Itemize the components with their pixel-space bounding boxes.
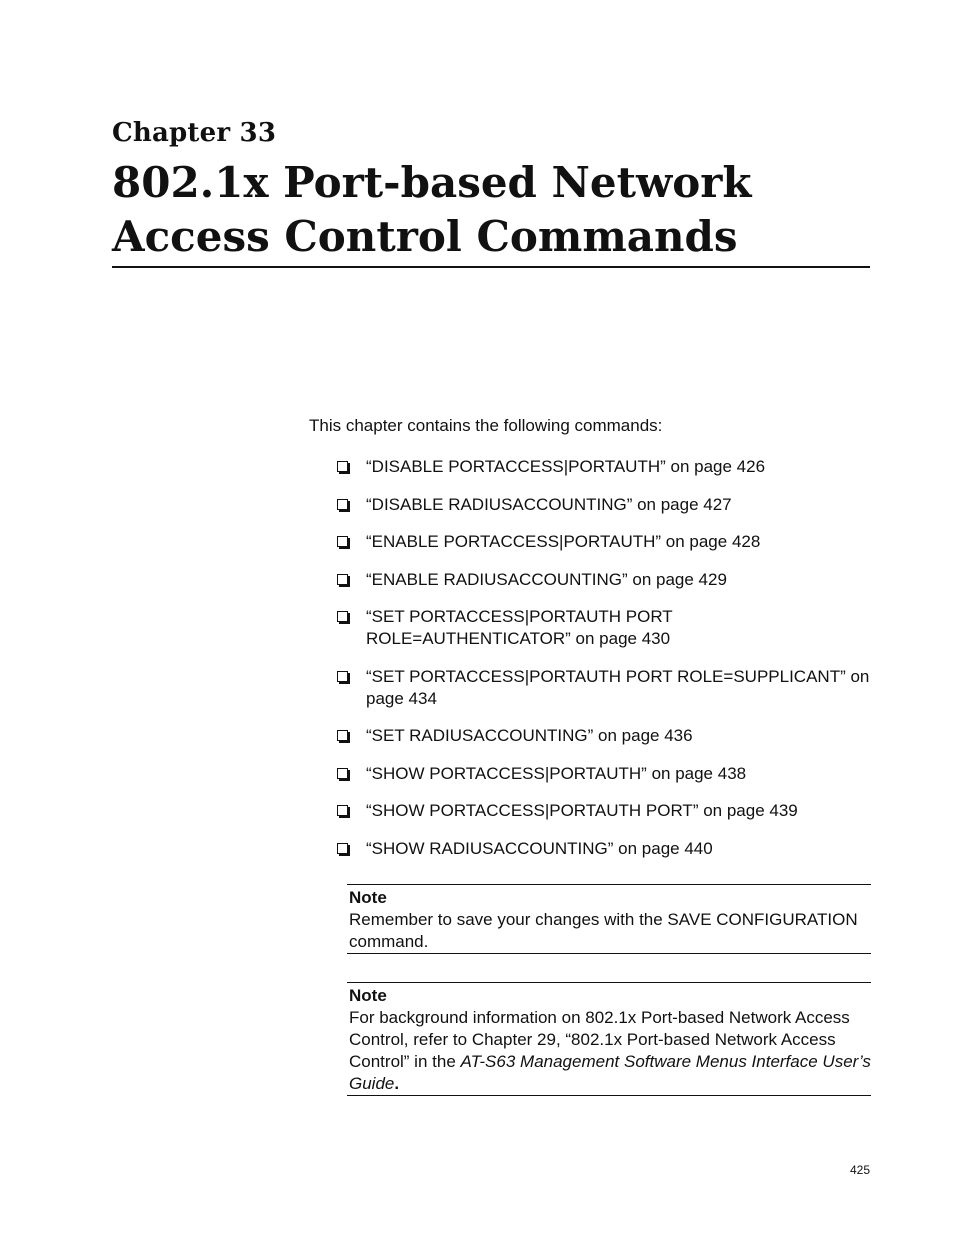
- checkbox-icon: [337, 611, 348, 622]
- title-divider: [112, 266, 870, 268]
- checkbox-icon: [337, 805, 348, 816]
- note-label: Note: [349, 986, 387, 1005]
- list-item-text[interactable]: “DISABLE RADIUSACCOUNTING” on page 427: [366, 494, 732, 514]
- list-item[interactable]: [337, 456, 877, 478]
- checkbox-icon: [337, 536, 348, 547]
- command-list: [337, 456, 877, 875]
- list-item-text[interactable]: “ENABLE PORTACCESS|PORTAUTH” on page 428: [366, 532, 761, 551]
- list-item-text[interactable]: “SHOW PORTACCESS|PORTAUTH” on page 438: [366, 763, 747, 783]
- note-body: Remember to save your changes with the SAVE CONFIGURATION command.: [349, 910, 858, 951]
- list-item[interactable]: [337, 800, 877, 822]
- list-item[interactable]: [337, 494, 877, 516]
- chapter-label: Chapter 33: [112, 118, 277, 148]
- list-item-text[interactable]: “SET PORTACCESS|PORTAUTH PORT ROLE=SUPPLICANT” on page 434: [366, 666, 870, 708]
- note-box-save: [347, 884, 871, 954]
- note-label: Note: [349, 888, 387, 907]
- intro-text: This chapter contains the following commands:: [309, 416, 663, 435]
- list-item[interactable]: [337, 666, 877, 710]
- list-item-text[interactable]: “SET RADIUSACCOUNTING” on page 436: [366, 726, 693, 745]
- note-period: .: [394, 1074, 400, 1093]
- list-item[interactable]: [337, 725, 877, 747]
- chapter-title: 802.1x Port-based Network Access Control Commands: [112, 158, 752, 261]
- note-box-background: [347, 982, 871, 1096]
- checkbox-icon: [337, 843, 348, 854]
- list-item-text[interactable]: “DISABLE PORTACCESS|PORTAUTH” on page 426: [366, 457, 766, 476]
- checkbox-icon: [337, 730, 348, 741]
- guide-title: AT-S63 Management Software Menus Interface User’s Guide: [349, 1052, 871, 1093]
- list-item[interactable]: [337, 763, 877, 785]
- checkbox-icon: [337, 768, 348, 779]
- list-item-text[interactable]: “SHOW PORTACCESS|PORTAUTH PORT” on page 439: [366, 801, 798, 820]
- list-item-text[interactable]: “SHOW RADIUSACCOUNTING” on page 440: [366, 838, 713, 858]
- list-item[interactable]: [337, 606, 877, 650]
- checkbox-icon: [337, 461, 348, 472]
- checkbox-icon: [337, 671, 348, 682]
- list-item-text[interactable]: “ENABLE RADIUSACCOUNTING” on page 429: [366, 569, 727, 589]
- list-item-text[interactable]: “SET PORTACCESS|PORTAUTH PORT ROLE=AUTHENTICATOR” on page 430: [366, 607, 673, 648]
- list-item[interactable]: [337, 569, 877, 591]
- checkbox-icon: [337, 574, 348, 585]
- page-number: 425: [850, 1163, 871, 1177]
- note-body-text: For background information on 802.1x Port-based Network Access Control, refer to Chapter 29, “802.1x Port-based Network Access Control” in the: [349, 1008, 850, 1071]
- note-body: [349, 1008, 871, 1093]
- list-item[interactable]: [337, 531, 877, 553]
- checkbox-icon: [337, 499, 348, 510]
- list-item[interactable]: [337, 838, 877, 860]
